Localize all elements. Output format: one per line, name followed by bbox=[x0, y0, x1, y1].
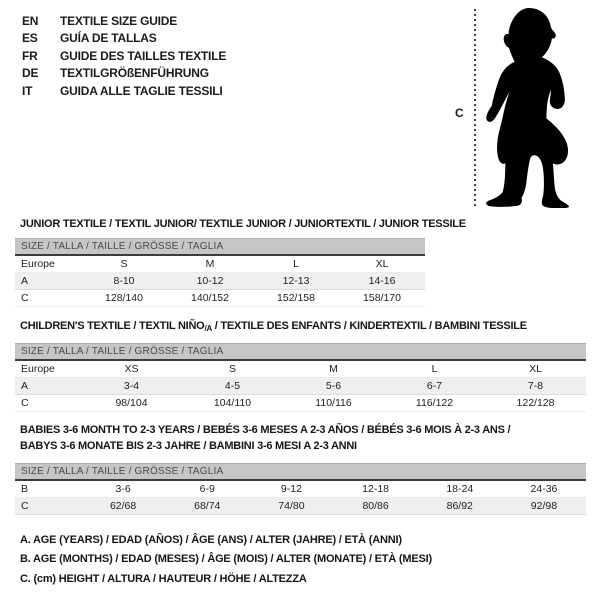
language-code: ES bbox=[22, 31, 38, 46]
size-cell: M bbox=[205, 258, 215, 270]
babies-size-table bbox=[15, 463, 586, 515]
table-row bbox=[15, 273, 425, 290]
row-label: A bbox=[21, 380, 29, 392]
size-cell: 9-12 bbox=[280, 483, 302, 495]
baby-silhouette-icon bbox=[483, 7, 579, 208]
footnote-legend bbox=[20, 531, 432, 589]
size-header-bar: SIZE / TALLA / TAILLE / GRÖSSE / TAGLIA bbox=[15, 343, 586, 361]
language-row bbox=[22, 83, 226, 100]
size-cell: L bbox=[431, 363, 438, 375]
size-cell: 5-6 bbox=[325, 380, 342, 392]
size-cell: M bbox=[329, 363, 338, 375]
size-cell: 3-4 bbox=[123, 380, 140, 392]
size-cell: 14-16 bbox=[368, 275, 396, 287]
size-cell: 158/170 bbox=[363, 292, 401, 304]
size-cell: XL bbox=[529, 363, 542, 375]
size-cell: 7-8 bbox=[527, 380, 544, 392]
size-cell: 92/98 bbox=[530, 500, 558, 512]
height-label-c: C bbox=[455, 106, 464, 120]
junior-section-title: JUNIOR TEXTILE / TEXTIL JUNIOR/ TEXTILE JUNIOR / JUNIORTEXTIL / JUNIOR TESSILE bbox=[20, 218, 466, 230]
row-label: Europe bbox=[21, 258, 55, 270]
table-row bbox=[15, 290, 425, 307]
size-cell: 12-13 bbox=[282, 275, 310, 287]
size-header-bar: SIZE / TALLA / TAILLE / GRÖSSE / TAGLIA bbox=[15, 238, 425, 256]
junior-size-table bbox=[15, 238, 425, 307]
size-cell: 116/122 bbox=[415, 397, 454, 409]
size-cell: 12-18 bbox=[362, 483, 390, 495]
babies-section-title bbox=[20, 422, 510, 454]
size-cell: 6-9 bbox=[199, 483, 215, 495]
size-cell: 18-24 bbox=[446, 483, 474, 495]
height-measure-line bbox=[474, 9, 476, 207]
size-cell: 104/110 bbox=[213, 397, 252, 409]
size-cell: 110/116 bbox=[315, 397, 352, 409]
babies-title-line2: BABYS 3-6 MONATE BIS 2-3 JAHRE / BAMBINI 3-6 MESI A 2-3 ANNI bbox=[20, 440, 357, 452]
size-cell: XS bbox=[124, 363, 139, 375]
row-label: C bbox=[21, 500, 29, 512]
footnote-c: C. (cm) HEIGHT / ALTURA / HAUTEUR / HÖHE / ALTEZZA bbox=[20, 572, 307, 585]
size-cell: S bbox=[228, 363, 236, 375]
language-row bbox=[22, 65, 226, 82]
size-cell: S bbox=[120, 258, 128, 270]
table-row bbox=[15, 361, 586, 378]
size-cell: 86/92 bbox=[446, 500, 473, 512]
size-cell: 6-7 bbox=[426, 380, 443, 392]
children-title-sub: /A bbox=[204, 324, 212, 333]
language-code: DE bbox=[22, 66, 39, 81]
children-section-title bbox=[20, 318, 527, 337]
size-cell: 24-36 bbox=[530, 483, 558, 495]
language-title: GUIDA ALLE TAGLIE TESSILI bbox=[60, 83, 223, 98]
children-title-pre: CHILDREN'S TEXTILE / TEXTIL NIÑO bbox=[20, 320, 205, 332]
size-cell: 152/158 bbox=[277, 292, 315, 304]
size-cell: 128/140 bbox=[105, 292, 143, 304]
size-cell: 68/74 bbox=[194, 500, 221, 512]
table-row bbox=[15, 498, 586, 515]
language-code: IT bbox=[22, 83, 33, 98]
size-cell: 62/68 bbox=[109, 500, 137, 512]
language-title: GUÍA DE TALLAS bbox=[60, 31, 157, 46]
footnote-a: A. AGE (YEARS) / EDAD (AÑOS) / ÂGE (ANS) / ALTER (JAHRE) / ETÀ (ANNI) bbox=[20, 534, 402, 546]
table-row bbox=[15, 256, 425, 273]
language-row bbox=[22, 13, 226, 30]
table-row bbox=[15, 481, 586, 498]
language-row bbox=[22, 30, 226, 47]
row-label: C bbox=[21, 292, 29, 304]
size-cell: 80/86 bbox=[362, 500, 389, 512]
footnote-b: B. AGE (MONTHS) / EDAD (MESES) / ÂGE (MOIS) / ALTER (MONATE) / ETÀ (MESI) bbox=[20, 553, 432, 566]
language-title: TEXTILGRÖßENFÜHRUNG bbox=[60, 66, 209, 81]
babies-title-line1: BABIES 3-6 MONTH TO 2-3 YEARS / BEBÉS 3-6 MESES A 2-3 AÑOS / BÉBÉS 3-6 MOIS À 2-3 ANS / bbox=[20, 424, 511, 436]
children-title-post: / TEXTILE DES ENFANTS / KINDERTEXTIL / BAMBINI TESSILE bbox=[211, 320, 527, 332]
language-code: FR bbox=[22, 48, 38, 63]
row-label: C bbox=[21, 397, 29, 409]
row-label: Europe bbox=[21, 363, 55, 375]
language-list bbox=[22, 13, 226, 100]
children-size-table bbox=[15, 343, 586, 412]
size-cell: 8-10 bbox=[113, 275, 135, 287]
size-cell: 4-5 bbox=[224, 380, 241, 392]
table-row bbox=[15, 378, 586, 395]
size-cell: 98/104 bbox=[115, 397, 148, 409]
language-code: EN bbox=[22, 14, 39, 28]
size-cell: 10-12 bbox=[196, 275, 224, 287]
size-cell: 122/128 bbox=[516, 397, 555, 409]
row-label: B bbox=[21, 483, 29, 495]
row-label: A bbox=[21, 275, 29, 287]
language-row bbox=[22, 48, 226, 65]
size-cell: L bbox=[293, 258, 299, 270]
language-title: TEXTILE SIZE GUIDE bbox=[60, 14, 178, 28]
language-title: GUIDE DES TAILLES TEXTILE bbox=[60, 48, 227, 63]
size-cell: 140/152 bbox=[191, 292, 229, 304]
size-header-bar: SIZE / TALLA / TAILLE / GRÖSSE / TAGLIA bbox=[15, 463, 586, 481]
table-row bbox=[15, 395, 586, 412]
size-cell: XL bbox=[375, 258, 389, 270]
size-cell: 3-6 bbox=[115, 483, 131, 495]
size-cell: 74/80 bbox=[278, 500, 305, 512]
